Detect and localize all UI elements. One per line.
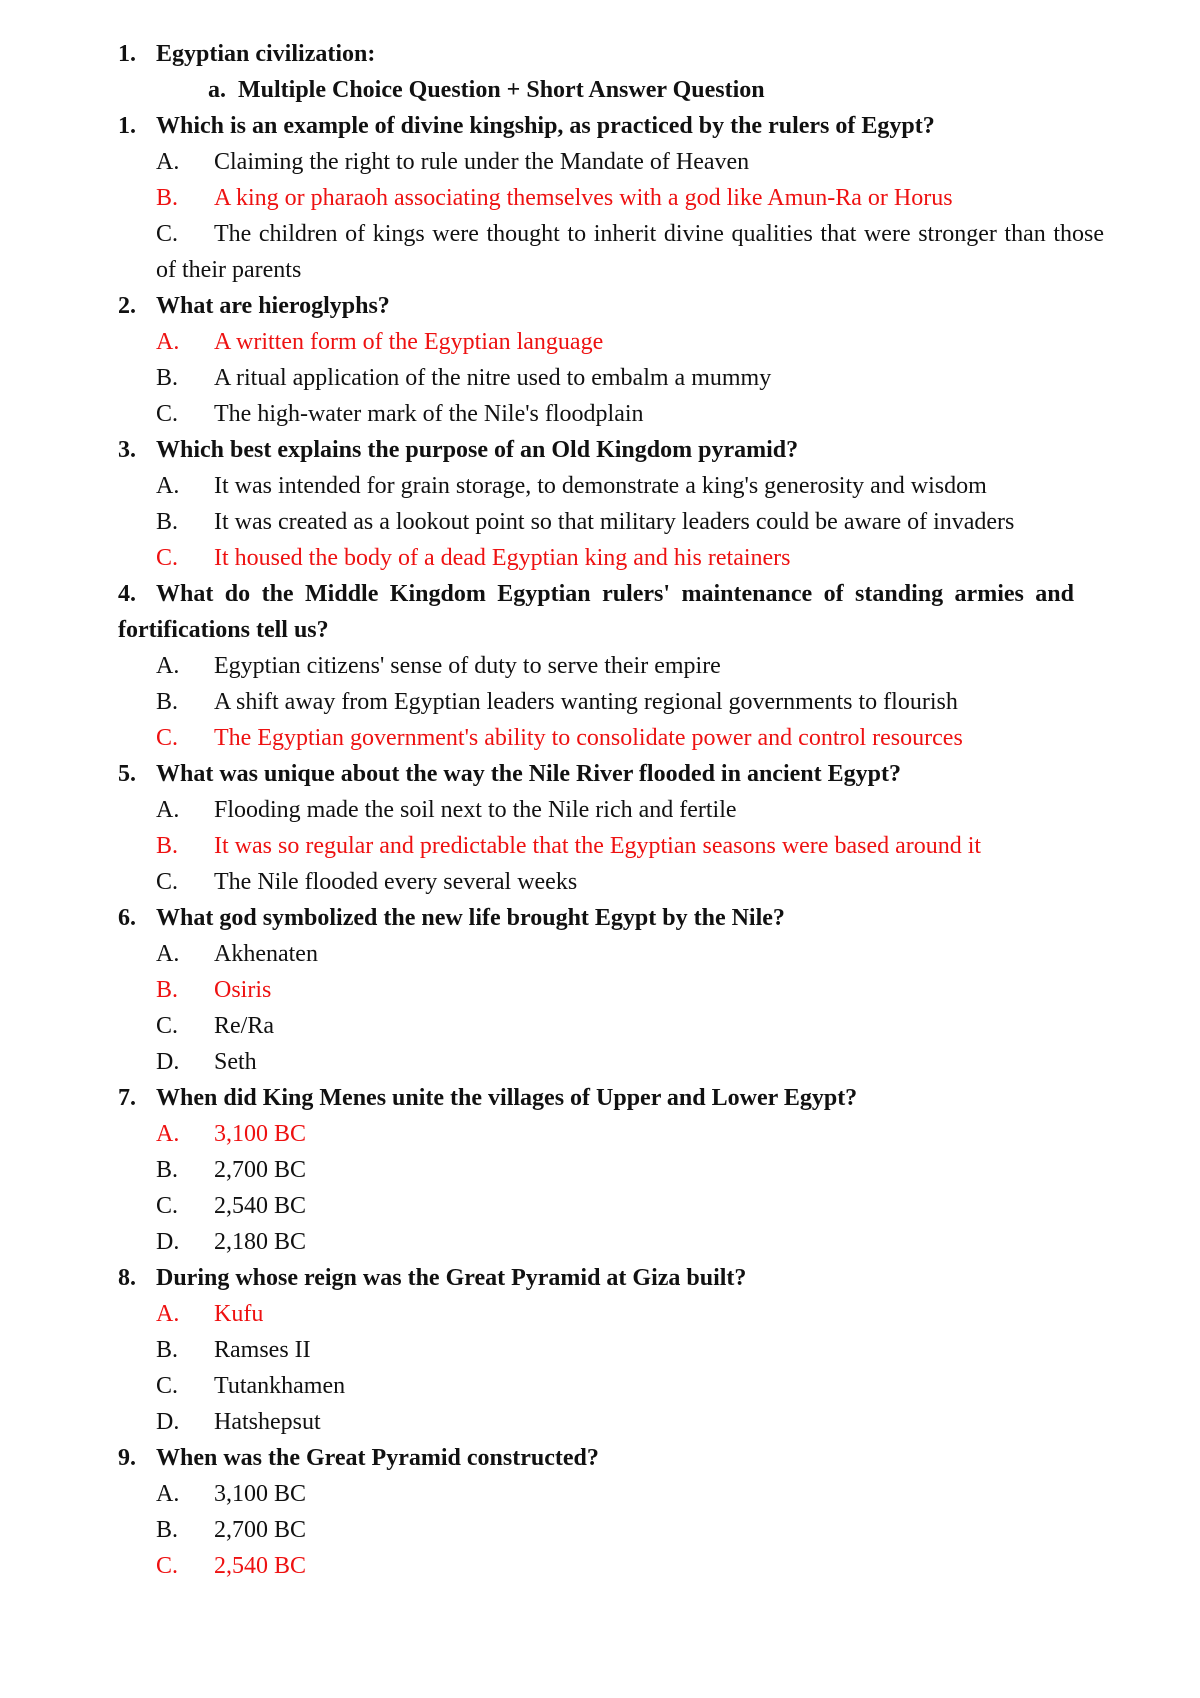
option-letter: D. xyxy=(156,1229,180,1255)
subsection-letter: a. xyxy=(208,77,226,103)
option-text: It housed the body of a dead Egyptian king and his retainers xyxy=(214,545,791,571)
option-letter: D. xyxy=(156,1409,180,1435)
option-letter: A. xyxy=(156,797,180,823)
question-text: During whose reign was the Great Pyramid at Giza built? xyxy=(156,1265,747,1291)
option-2b xyxy=(0,360,1200,396)
question-number: 7. xyxy=(118,1085,136,1111)
option-letter: C. xyxy=(156,401,179,427)
option-text: Flooding made the soil next to the Nile rich and fertile xyxy=(214,797,737,823)
subsection-title: Multiple Choice Question + Short Answer Question xyxy=(238,77,765,103)
option-1b-correct xyxy=(0,180,1200,216)
section-heading xyxy=(0,36,1200,72)
option-4c-correct xyxy=(0,720,1200,756)
question-text: What are hieroglyphs? xyxy=(156,293,390,319)
option-text: 3,100 BC xyxy=(214,1121,307,1147)
option-text: 2,700 BC xyxy=(214,1517,307,1543)
option-5a xyxy=(0,792,1200,828)
option-text: Osiris xyxy=(214,977,272,1003)
option-6b-correct xyxy=(0,972,1200,1008)
question-8 xyxy=(0,1260,1200,1296)
option-letter: A. xyxy=(156,473,180,499)
option-text: The Nile flooded every several weeks xyxy=(214,869,578,895)
question-3 xyxy=(0,432,1200,468)
option-3c-correct xyxy=(0,540,1200,576)
option-3a xyxy=(0,468,1200,504)
question-text: Which is an example of divine kingship, as practiced by the rulers of Egypt? xyxy=(156,113,935,139)
option-letter: A. xyxy=(156,941,180,967)
option-letter: B. xyxy=(156,365,179,391)
question-2 xyxy=(0,288,1200,324)
section-number: 1. xyxy=(118,41,136,67)
option-text: A ritual application of the nitre used to embalm a mummy xyxy=(214,365,772,391)
option-letter: B. xyxy=(156,689,179,715)
question-text: What god symbolized the new life brought Egypt by the Nile? xyxy=(156,905,785,931)
subsection-heading xyxy=(0,72,1200,108)
question-number: 4. xyxy=(118,581,136,607)
option-text: Kufu xyxy=(214,1301,264,1327)
option-5b-correct xyxy=(0,828,1200,864)
option-text: It was created as a lookout point so that military leaders could be aware of invaders xyxy=(214,509,1015,535)
option-7a-correct xyxy=(0,1116,1200,1152)
question-6 xyxy=(0,900,1200,936)
option-text: The high-water mark of the Nile's floodplain xyxy=(214,401,644,427)
option-letter: A. xyxy=(156,653,180,679)
option-letter: C. xyxy=(156,725,179,751)
option-text: A written form of the Egyptian language xyxy=(214,329,604,355)
option-5c xyxy=(0,864,1200,900)
option-letter: C. xyxy=(156,1013,179,1039)
option-2c xyxy=(0,396,1200,432)
option-text: Claiming the right to rule under the Mandate of Heaven xyxy=(214,149,750,175)
option-text: Tutankhamen xyxy=(214,1373,346,1399)
option-1a xyxy=(0,144,1200,180)
option-text: Akhenaten xyxy=(214,941,318,967)
option-letter: C. xyxy=(156,1373,179,1399)
option-letter: B. xyxy=(156,833,179,859)
option-letter: B. xyxy=(156,509,179,535)
option-9b xyxy=(0,1512,1200,1548)
option-letter: A. xyxy=(156,1121,180,1147)
option-7b xyxy=(0,1152,1200,1188)
question-number: 6. xyxy=(118,905,136,931)
option-7d xyxy=(0,1224,1200,1260)
option-letter: A. xyxy=(156,1301,180,1327)
option-8d xyxy=(0,1404,1200,1440)
option-text: A king or pharaoh associating themselves with a god like Amun-Ra or Horus xyxy=(214,185,953,211)
option-letter: B. xyxy=(156,185,179,211)
option-8c xyxy=(0,1368,1200,1404)
option-text: Re/Ra xyxy=(214,1013,274,1039)
option-4b xyxy=(0,684,1200,720)
option-letter: A. xyxy=(156,149,180,175)
question-4 xyxy=(0,576,1074,648)
option-letter: B. xyxy=(156,1517,179,1543)
option-text: 2,540 BC xyxy=(214,1553,307,1579)
option-letter: C. xyxy=(156,1553,179,1579)
option-letter: A. xyxy=(156,329,180,355)
option-text: It was intended for grain storage, to demonstrate a king's generosity and wisdom xyxy=(214,473,987,499)
option-letter: C. xyxy=(156,221,179,247)
option-letter: D. xyxy=(156,1049,180,1075)
section-title: Egyptian civilization: xyxy=(156,41,376,67)
question-9 xyxy=(0,1440,1200,1476)
option-6a xyxy=(0,936,1200,972)
question-text: When was the Great Pyramid constructed? xyxy=(156,1445,599,1471)
option-6c xyxy=(0,1008,1200,1044)
question-number: 2. xyxy=(118,293,136,319)
question-5 xyxy=(0,756,1200,792)
option-9c-correct xyxy=(0,1548,1200,1584)
question-7 xyxy=(0,1080,1200,1116)
question-text: Which best explains the purpose of an Old Kingdom pyramid? xyxy=(156,437,799,463)
question-number: 9. xyxy=(118,1445,136,1471)
option-text: 2,700 BC xyxy=(214,1157,307,1183)
option-text: 3,100 BC xyxy=(214,1481,307,1507)
question-text: When did King Menes unite the villages of Upper and Lower Egypt? xyxy=(156,1085,858,1111)
question-1 xyxy=(0,108,1200,144)
option-1c xyxy=(0,216,1104,288)
option-9a xyxy=(0,1476,1200,1512)
option-text: The children of kings were thought to inherit divine qualities that were stronger than those of their parents xyxy=(156,221,1104,283)
option-letter: B. xyxy=(156,977,179,1003)
option-text: It was so regular and predictable that the Egyptian seasons were based around it xyxy=(214,833,982,859)
question-number: 1. xyxy=(118,113,136,139)
option-6d xyxy=(0,1044,1200,1080)
option-text: Seth xyxy=(214,1049,257,1075)
option-letter: C. xyxy=(156,1193,179,1219)
option-text: Ramses II xyxy=(214,1337,311,1363)
option-text: 2,540 BC xyxy=(214,1193,307,1219)
option-letter: C. xyxy=(156,869,179,895)
option-text: 2,180 BC xyxy=(214,1229,307,1255)
option-3b xyxy=(0,504,1104,540)
option-letter: C. xyxy=(156,545,179,571)
option-text: Egyptian citizens' sense of duty to serve their empire xyxy=(214,653,721,679)
option-8b xyxy=(0,1332,1200,1368)
option-7c xyxy=(0,1188,1200,1224)
option-text: The Egyptian government's ability to consolidate power and control resources xyxy=(214,725,963,751)
question-number: 5. xyxy=(118,761,136,787)
question-text: What do the Middle Kingdom Egyptian rulers' maintenance of standing armies and fortifications tell us? xyxy=(118,581,1074,643)
question-number: 8. xyxy=(118,1265,136,1291)
option-letter: B. xyxy=(156,1157,179,1183)
option-letter: A. xyxy=(156,1481,180,1507)
option-letter: B. xyxy=(156,1337,179,1363)
option-2a-correct xyxy=(0,324,1200,360)
option-text: A shift away from Egyptian leaders wanting regional governments to flourish xyxy=(214,689,958,715)
question-number: 3. xyxy=(118,437,136,463)
option-4a xyxy=(0,648,1200,684)
option-8a-correct xyxy=(0,1296,1200,1332)
option-text: Hatshepsut xyxy=(214,1409,321,1435)
question-text: What was unique about the way the Nile River flooded in ancient Egypt? xyxy=(156,761,901,787)
